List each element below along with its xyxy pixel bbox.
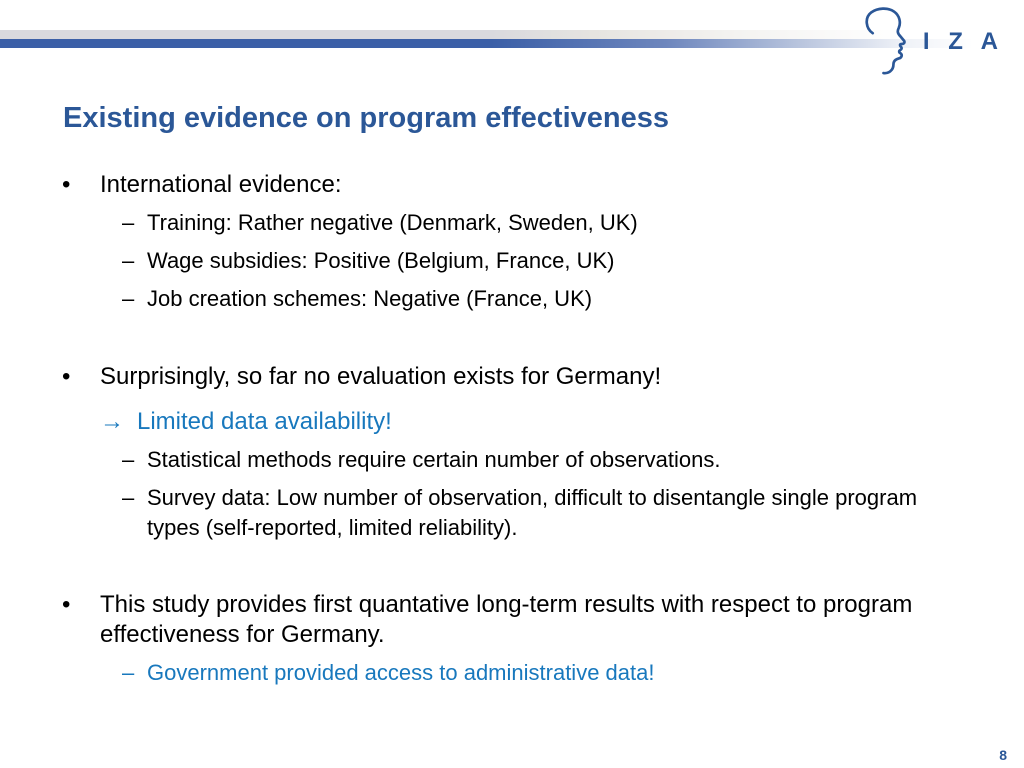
sub-bullet-text: Government provided access to administrative data! <box>147 660 655 685</box>
bullet-item <box>0 590 964 650</box>
arrow-note <box>0 407 964 437</box>
sub-bullet-text: Training: Rather negative (Denmark, Sweden, UK) <box>147 210 638 235</box>
sub-bullet-item <box>0 246 964 276</box>
bullet-marker: • <box>62 171 71 198</box>
arrow-note-text: Limited data availability! <box>137 408 392 435</box>
dash-marker: – <box>122 447 135 472</box>
bullet-marker: • <box>62 363 71 390</box>
bullet-block-international <box>0 170 964 314</box>
sub-bullet-text: Job creation schemes: Negative (France, UK) <box>147 286 593 311</box>
bullet-block-germany <box>0 362 964 543</box>
head-profile-icon <box>862 5 908 79</box>
bullet-text: International evidence: <box>100 171 342 198</box>
bullet-text: This study provides first quantative long-term results with respect to program effectiveness for Germany. <box>100 591 913 648</box>
dash-marker: – <box>122 210 135 235</box>
sub-bullet-text: Survey data: Low number of observation, difficult to disentangle single program types (self-reported, limited reliability). <box>147 485 918 540</box>
sub-bullet-item <box>0 658 964 688</box>
bullet-block-study <box>0 590 964 688</box>
bullet-text: Surprisingly, so far no evaluation exists for Germany! <box>100 363 662 390</box>
slide-title: Existing evidence on program effectiveness <box>63 102 669 134</box>
dash-marker: – <box>122 485 135 510</box>
bullet-item <box>0 362 964 392</box>
right-arrow-icon: → <box>100 408 124 435</box>
dash-marker: – <box>122 286 135 311</box>
iza-logo <box>862 5 1004 79</box>
bullet-item <box>0 170 964 200</box>
sub-bullet-item <box>0 483 964 543</box>
sub-bullet-item <box>0 208 964 238</box>
dash-marker: – <box>122 248 135 273</box>
iza-logo-text: I Z A <box>922 28 1004 55</box>
bullet-marker: • <box>62 591 71 618</box>
page-number: 8 <box>999 747 1007 763</box>
sub-bullet-text: Wage subsidies: Positive (Belgium, France, UK) <box>147 248 615 273</box>
sub-bullet-text: Statistical methods require certain number of observations. <box>147 447 721 472</box>
dash-marker: – <box>122 660 135 685</box>
sub-bullet-item <box>0 445 964 475</box>
sub-bullet-item <box>0 284 964 314</box>
